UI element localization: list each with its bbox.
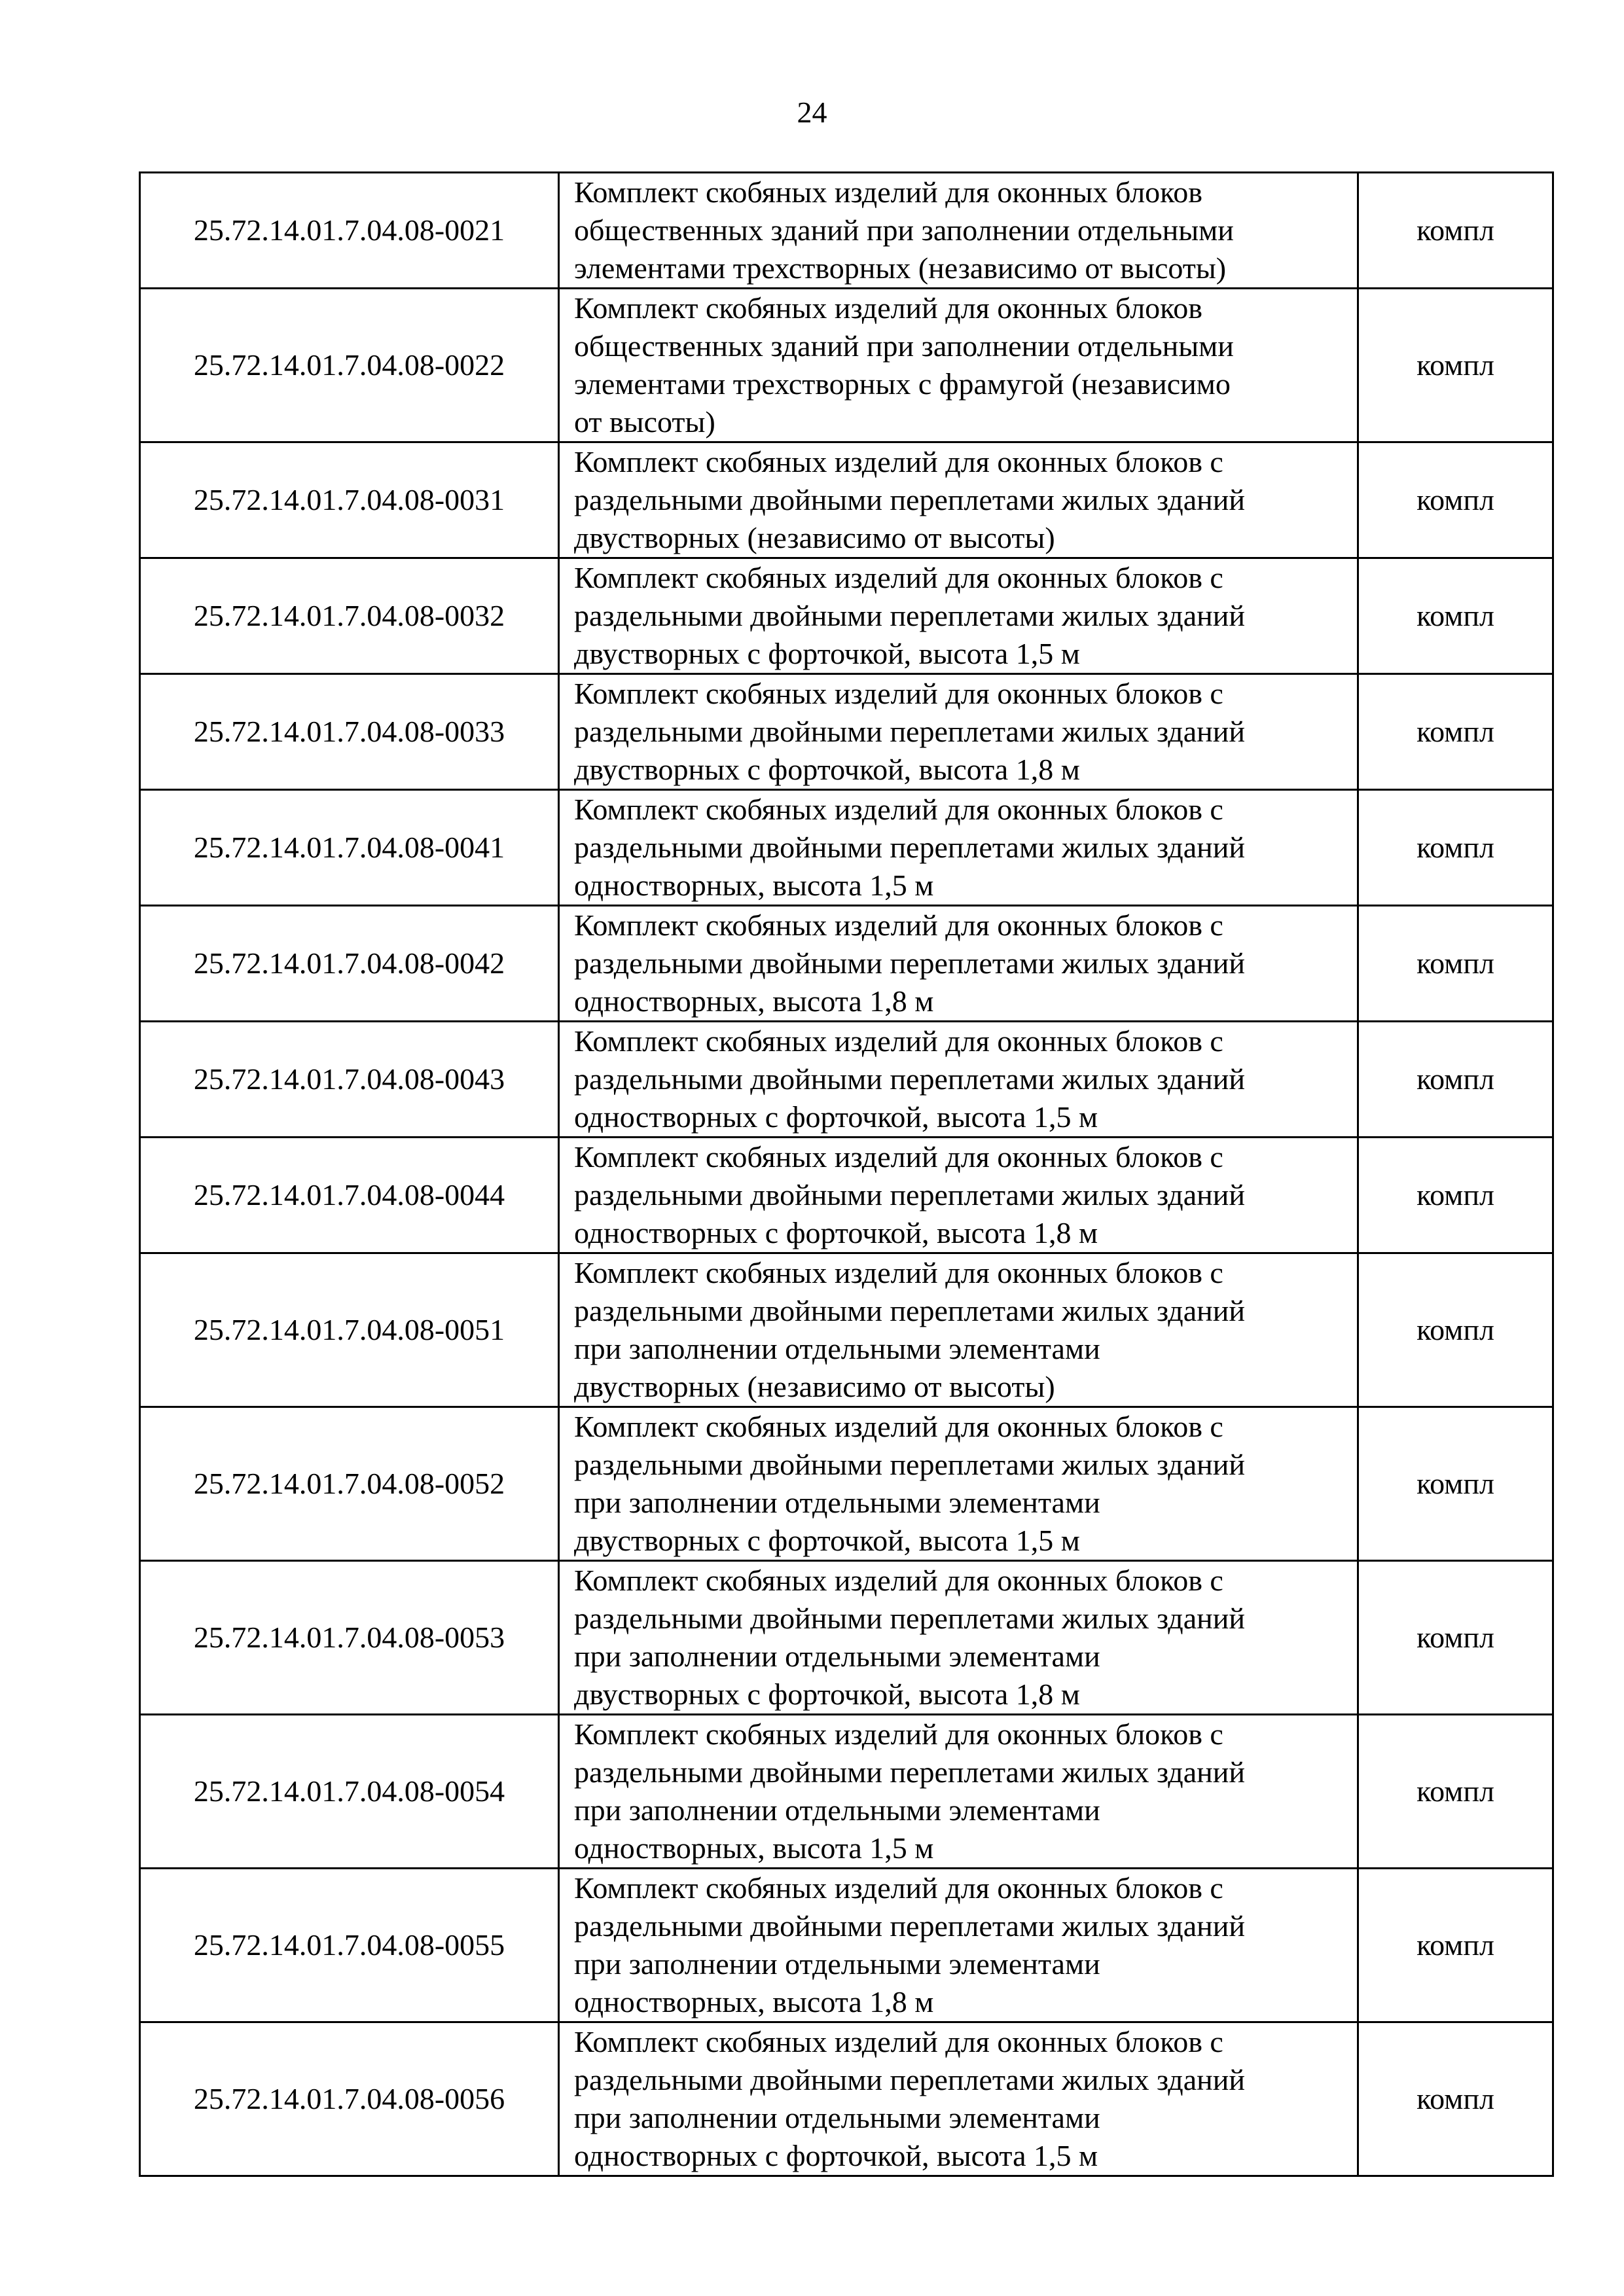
unit-cell: компл [1358,173,1553,289]
table-row [140,1561,1553,1715]
description-line: Комплект скобяных изделий для оконных блоков с [574,445,1223,478]
resource-code-cell: 25.72.14.01.7.04.08-0053 [140,1561,559,1715]
resource-description-cell [559,1407,1358,1561]
resource-description-cell [559,1022,1358,1138]
description-line: Комплект скобяных изделий для оконных блоков с [574,677,1223,710]
resource-code-cell: 25.72.14.01.7.04.08-0041 [140,790,559,906]
description-line: одностворных с форточкой, высота 1,8 м [574,1216,1098,1249]
resource-code-cell: 25.72.14.01.7.04.08-0043 [140,1022,559,1138]
description-line: от высоты) [574,405,715,439]
description-line: Комплект скобяных изделий для оконных блоков с [574,1871,1223,1905]
resource-code-cell: 25.72.14.01.7.04.08-0055 [140,1869,559,2022]
description-line: двустворных (независимо от высоты) [574,1370,1055,1403]
table-row [140,173,1553,289]
description-line: раздельными двойными переплетами жилых зданий [574,1448,1245,1481]
description-line: Комплект скобяных изделий для оконных блоков с [574,793,1223,826]
description-line: раздельными двойными переплетами жилых зданий [574,1602,1245,1635]
resource-description-cell [559,1253,1358,1407]
table-row [140,1715,1553,1869]
resource-description-cell [559,1715,1358,1869]
description-line: Комплект скобяных изделий для оконных блоков с [574,1140,1223,1174]
description-line: раздельными двойными переплетами жилых зданий [574,831,1245,864]
description-line: при заполнении отдельными элементами [574,2101,1100,2134]
table-row [140,790,1553,906]
resource-code-cell: 25.72.14.01.7.04.08-0051 [140,1253,559,1407]
unit-cell: компл [1358,1138,1553,1253]
unit-cell: компл [1358,558,1553,674]
resource-code-cell: 25.72.14.01.7.04.08-0052 [140,1407,559,1561]
description-line: Комплект скобяных изделий для оконных блоков с [574,1410,1223,1443]
description-line: элементами трехстворных с фрамугой (независимо [574,367,1231,401]
unit-cell: компл [1358,1561,1553,1715]
description-line: раздельными двойными переплетами жилых зданий [574,946,1245,980]
unit-cell: компл [1358,289,1553,442]
resource-code-cell: 25.72.14.01.7.04.08-0044 [140,1138,559,1253]
resource-description-cell [559,906,1358,1022]
description-line: Комплект скобяных изделий для оконных блоков с [574,1717,1223,1751]
resource-code-cell: 25.72.14.01.7.04.08-0056 [140,2022,559,2176]
resource-code-cell: 25.72.14.01.7.04.08-0032 [140,558,559,674]
description-line: одностворных, высота 1,5 м [574,869,934,902]
resource-code-cell: 25.72.14.01.7.04.08-0042 [140,906,559,1022]
description-line: одностворных, высота 1,8 м [574,1985,934,2018]
description-line: раздельными двойными переплетами жилых зданий [574,1909,1245,1943]
description-line: одностворных, высота 1,5 м [574,1831,934,1865]
description-line: при заполнении отдельными элементами [574,1947,1100,1981]
resource-description-cell [559,1138,1358,1253]
description-line: Комплект скобяных изделий для оконных блоков с [574,908,1223,942]
table-body [140,173,1553,2176]
description-line: Комплект скобяных изделий для оконных блоков с [574,1256,1223,1289]
description-line: Комплект скобяных изделий для оконных блоков с [574,1564,1223,1597]
resource-code-cell: 25.72.14.01.7.04.08-0022 [140,289,559,442]
description-line: раздельными двойными переплетами жилых зданий [574,1178,1245,1211]
resource-description-cell [559,2022,1358,2176]
unit-cell: компл [1358,906,1553,1022]
description-line: двустворных с форточкой, высота 1,5 м [574,1524,1080,1557]
table-row [140,558,1553,674]
table-row [140,1407,1553,1561]
unit-cell: компл [1358,1407,1553,1561]
table-row [140,1022,1553,1138]
description-line: Комплект скобяных изделий для оконных блоков с [574,2025,1223,2058]
unit-cell: компл [1358,2022,1553,2176]
description-line: Комплект скобяных изделий для оконных блоков [574,291,1202,325]
unit-cell: компл [1358,1022,1553,1138]
description-line: Комплект скобяных изделий для оконных блоков с [574,1024,1223,1058]
description-line: одностворных с форточкой, высота 1,5 м [574,2139,1098,2172]
resource-description-cell [559,442,1358,558]
description-line: одностворных с форточкой, высота 1,5 м [574,1100,1098,1134]
unit-cell: компл [1358,790,1553,906]
resource-description-cell [559,1869,1358,2022]
table-row [140,442,1553,558]
table-row [140,2022,1553,2176]
resource-description-cell [559,790,1358,906]
table-row [140,674,1553,790]
description-line: при заполнении отдельными элементами [574,1332,1100,1365]
description-line: двустворных с форточкой, высота 1,8 м [574,1677,1080,1711]
unit-cell: компл [1358,1715,1553,1869]
unit-cell: компл [1358,442,1553,558]
table-row [140,1253,1553,1407]
description-line: раздельными двойными переплетами жилых зданий [574,483,1245,516]
description-line: Комплект скобяных изделий для оконных блоков [574,175,1202,209]
table-row [140,906,1553,1022]
unit-cell: компл [1358,1253,1553,1407]
resource-code-cell: 25.72.14.01.7.04.08-0054 [140,1715,559,1869]
resource-code-cell: 25.72.14.01.7.04.08-0021 [140,173,559,289]
resource-description-cell [559,173,1358,289]
resource-description-cell [559,289,1358,442]
description-line: элементами трехстворных (независимо от высоты) [574,251,1227,285]
resource-description-cell [559,558,1358,674]
table-row [140,1869,1553,2022]
description-line: двустворных с форточкой, высота 1,5 м [574,637,1080,670]
description-line: одностворных, высота 1,8 м [574,984,934,1018]
resource-description-cell [559,1561,1358,1715]
resource-table [139,171,1554,2177]
resource-code-cell: 25.72.14.01.7.04.08-0033 [140,674,559,790]
description-line: общественных зданий при заполнении отдельными [574,213,1234,247]
unit-cell: компл [1358,1869,1553,2022]
description-line: раздельными двойными переплетами жилых зданий [574,1755,1245,1789]
description-line: при заполнении отдельными элементами [574,1640,1100,1673]
description-line: раздельными двойными переплетами жилых зданий [574,1294,1245,1327]
description-line: раздельными двойными переплетами жилых зданий [574,715,1245,748]
table-row [140,289,1553,442]
description-line: общественных зданий при заполнении отдельными [574,329,1234,363]
page-number: 24 [797,96,827,129]
description-line: при заполнении отдельными элементами [574,1486,1100,1519]
description-line: двустворных (независимо от высоты) [574,521,1055,554]
description-line: Комплект скобяных изделий для оконных блоков с [574,561,1223,594]
description-line: раздельными двойными переплетами жилых зданий [574,599,1245,632]
resource-description-cell [559,674,1358,790]
description-line: раздельными двойными переплетами жилых зданий [574,2063,1245,2096]
description-line: раздельными двойными переплетами жилых зданий [574,1062,1245,1096]
description-line: при заполнении отдельными элементами [574,1793,1100,1827]
unit-cell: компл [1358,674,1553,790]
table-row [140,1138,1553,1253]
description-line: двустворных с форточкой, высота 1,8 м [574,753,1080,786]
resource-code-cell: 25.72.14.01.7.04.08-0031 [140,442,559,558]
